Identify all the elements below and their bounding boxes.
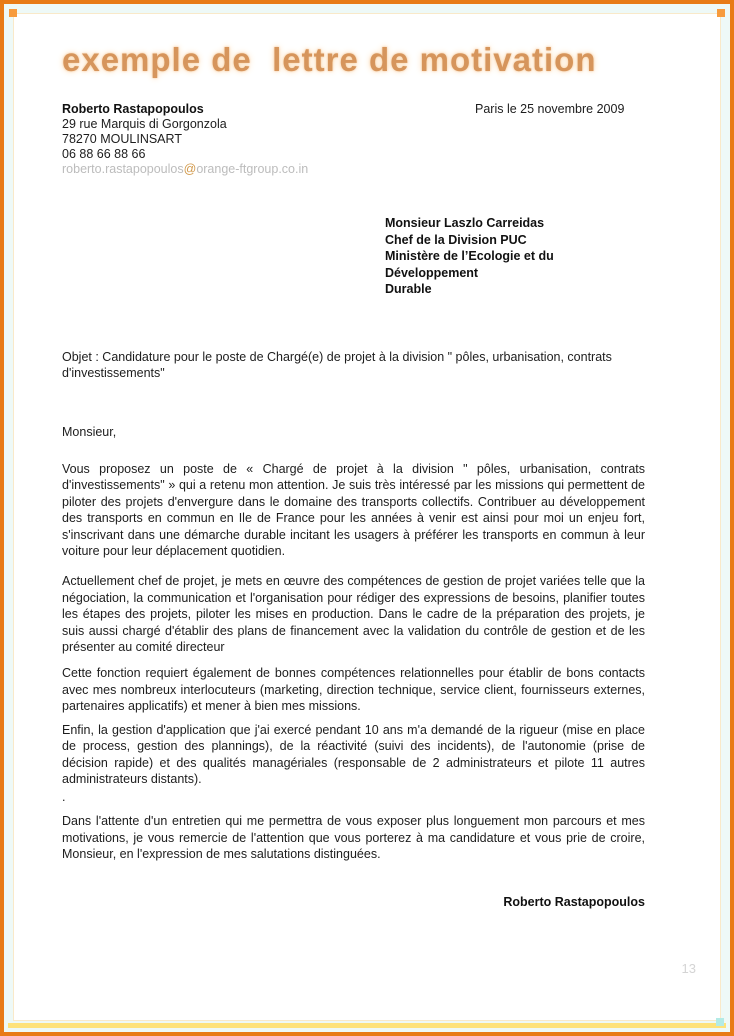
body-paragraph: Dans l'attente d'un entretien qui me permettra de vous exposer plus longuement mon parcours et mes motivations, je vous remercie de l'attention que vous porterez à ma candidature et vous prie de croire, Monsieur, en l'expression de mes salutations distinguées. [62, 814, 645, 862]
body-paragraph: Actuellement chef de projet, je mets en œuvre des compétences de gestion de projet variées telle que la négociation, la communication et l'organisation pour rédiger des expressions de besoins, planifier toutes les étapes des projets, piloter les mises en production. Dans le cadre de la préparation des projets, je suis aussi chargé d'établir des plans de financement avec la validation du contrôle de gestion et de les présenter au comité directeur [62, 574, 645, 655]
sender-phone: 06 88 66 88 66 [62, 147, 146, 161]
recipient-org-line2: Durable [385, 282, 432, 296]
resize-handle-bottom-right[interactable] [716, 1018, 724, 1026]
page-title: exemple de lettre de motivation [62, 41, 597, 78]
page-number: 13 [681, 961, 696, 976]
sender-address-line1: 29 rue Marquis di Gorgonzola [62, 117, 227, 131]
subject-line: Objet : Candidature pour le poste de Chargé(e) de projet à la division " pôles, urbanisation, contrats d'investissements" [62, 349, 612, 380]
recipient-org-line1: Ministère de l’Ecologie et du Développement [385, 249, 554, 280]
email-domain: orange-ftgroup.co.in [196, 162, 309, 176]
signature-name: Roberto Rastapopoulos [503, 894, 645, 909]
resize-handle-top-left[interactable] [9, 9, 17, 17]
body-paragraph: Enfin, la gestion d'application que j'ai exercé pendant 10 ans m'a demandé de la rigueur (mise en place de process, gestion des plannings), de la réactivité (suivi des incidents), de l'autonomie (prise de décision rapide) et des qualités managériales (responsable de 2 administrateurs et pilote 11 autres administrateurs distants). [62, 722, 645, 786]
body-paragraph: Vous proposez un poste de « Chargé de projet à la division " pôles, urbanisation, contrats d'investissements" » qui a retenu mon attention. Je suis très intéressé par les missions qui permettent de piloter des projets d'envergure dans le domaine des transports collectifs. Contribuer au développement des transports en commun en Ile de France pour les années à venir est ainsi pour moi un enjeu fort, s'inscrivant dans une démarche durable incitant les usagers à préférer les transports en commun à leur voiture pour leur déplacement quotidien. [62, 462, 645, 559]
recipient-name: Monsieur Laszlo Carreidas [385, 216, 545, 230]
frame-bottom-strip [8, 1023, 726, 1028]
salutation: Monsieur, [62, 424, 117, 439]
sender-address-line2: 78270 MOULINSART [62, 132, 182, 146]
body-paragraph: Cette fonction requiert également de bonnes compétences relationnelles pour établir de bons contacts avec mes nombreux interlocuteurs (marketing, direction technique, service client, fournisseurs externes, partenaires applicatifs) et mener à bien mes missions. [62, 666, 645, 714]
recipient-title: Chef de la Division PUC [385, 232, 527, 247]
recipient-block [385, 215, 645, 298]
sender-email [62, 162, 645, 177]
email-at-sign: @ [183, 162, 197, 176]
email-user: roberto.rastapopoulos [62, 162, 184, 176]
letter-header [62, 102, 645, 177]
date-line: Paris le 25 novembre 2009 [475, 102, 625, 116]
stray-period: . [62, 790, 66, 805]
letter-sheet [13, 13, 721, 1021]
resize-handle-top-right[interactable] [717, 9, 725, 17]
sender-name: Roberto Rastapopoulos [62, 102, 204, 116]
